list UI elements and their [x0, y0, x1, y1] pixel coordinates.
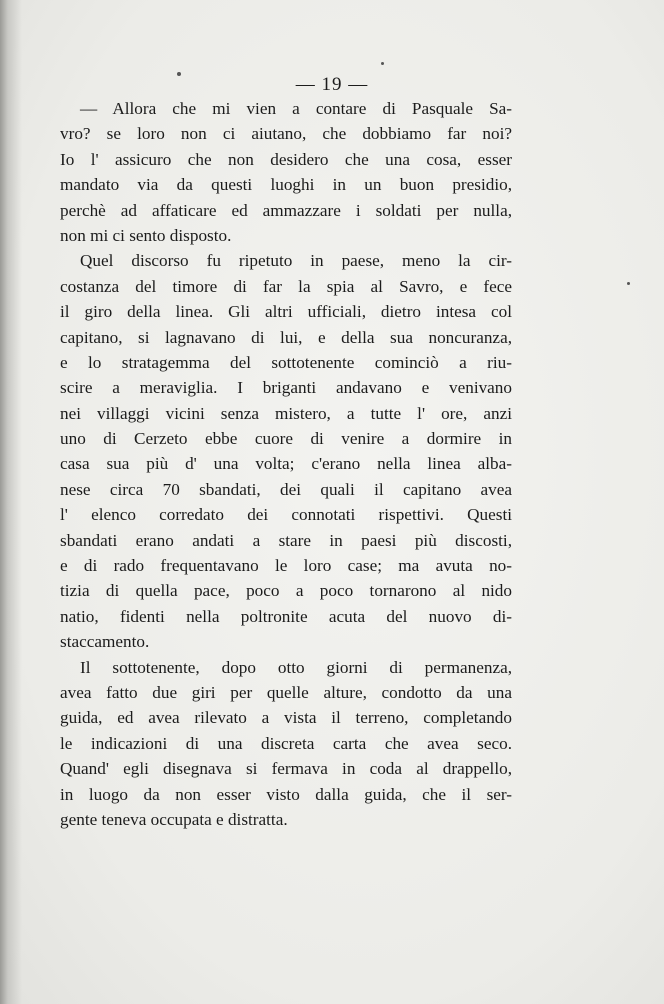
text-line: costanza del timore di far la spia al Savro, e fece: [60, 276, 512, 296]
text-line: nei villaggi vicini senza mistero, a tutte l' ore, anzi: [60, 403, 512, 423]
print-speck: [381, 62, 384, 65]
text-line: mandato via da questi luoghi in un buon presidio,: [60, 175, 512, 195]
text-line: le indicazioni di una discreta carta che avea seco.: [60, 733, 512, 753]
print-speck: [627, 282, 630, 285]
text-line: staccamento.: [60, 632, 150, 652]
text-line: — Allora che mi vien a contare di Pasquale Sa-: [80, 99, 512, 118]
text-line: perchè ad affaticare ed ammazzare i soldati per nulla,: [60, 200, 512, 220]
text-line: l' elenco corredato dei connotati rispettivi. Questi: [60, 505, 512, 525]
text-line: e di rado frequentavano le loro case; ma avuta no-: [60, 556, 512, 576]
text-line: il giro della linea. Gli altri ufficiali, dietro intesa col: [60, 302, 512, 322]
text-line: natio, fidenti nella poltronite acuta del nuovo di-: [60, 606, 512, 626]
text-line: avea fatto due giri per quelle alture, condotto da una: [60, 682, 512, 702]
text-line: Il sottotenente, dopo otto giorni di permanenza,: [80, 657, 512, 677]
text-line: non mi ci sento disposto.: [60, 225, 232, 245]
text-line: scire a meraviglia. I briganti andavano e venivano: [60, 378, 512, 398]
page-number: — 19 —: [295, 74, 369, 95]
text-line: guida, ed avea rilevato a vista il terreno, completando: [60, 708, 512, 728]
text-line: nese circa 70 sbandati, dei quali il capitano avea: [60, 479, 512, 499]
text-line: e lo stratagemma del sottotenente cominciò a riu-: [60, 352, 512, 372]
text-line: Quand' egli disegnava si fermava in coda al drappello,: [60, 759, 512, 779]
text-line: Quel discorso fu ripetuto in paese, meno la cir-: [80, 251, 512, 271]
body-text: [60, 96, 512, 832]
text-line: tizia di quella pace, poco a poco tornarono al nido: [60, 581, 512, 601]
text-line: Io l' assicuro che non desidero che una cosa, esser: [60, 149, 512, 169]
text-line: gente teneva occupata e distratta.: [60, 809, 288, 829]
text-line: casa sua più d' una volta; c'erano nella linea alba-: [60, 454, 512, 474]
text-line: sbandati erano andati a stare in paesi più discosti,: [60, 530, 512, 550]
text-line: uno di Cerzeto ebbe cuore di venire a dormire in: [60, 429, 512, 449]
text-line: vro? se loro non ci aiutano, che dobbiamo far noi?: [60, 124, 512, 144]
binding-gutter-shadow: [0, 0, 22, 1004]
text-line: capitano, si lagnavano di lui, e della sua noncuranza,: [60, 327, 512, 347]
text-line: in luogo da non esser visto dalla guida, che il ser-: [60, 784, 512, 804]
